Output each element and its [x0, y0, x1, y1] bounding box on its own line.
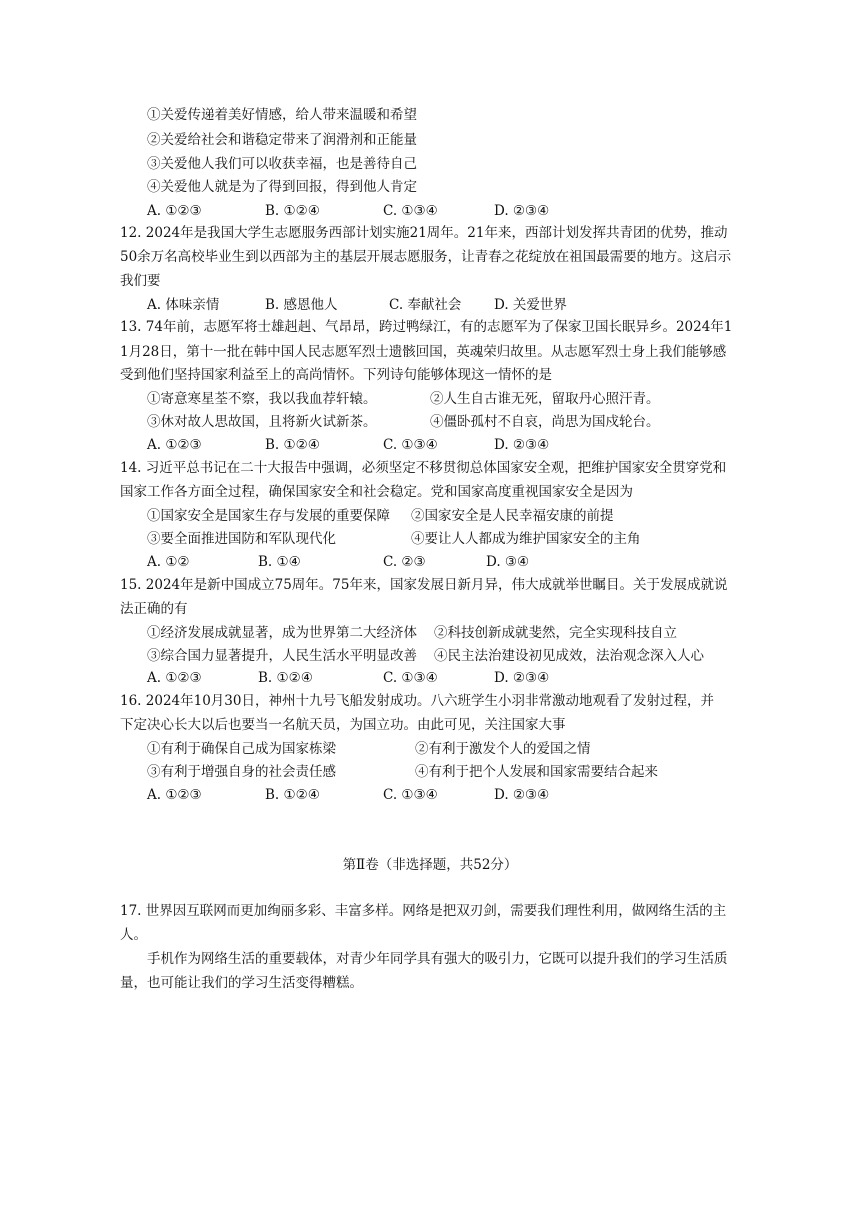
q11-choice-a: A. ①②③ — [147, 203, 202, 219]
q12-stem-line-3: 我们要 — [120, 273, 161, 289]
q16-choice-b: B. ①②④ — [265, 787, 320, 803]
q14-choice-b: B. ①④ — [258, 554, 301, 570]
q15-statement-1: ①经济发展成就显著，成为世界第二大经济体 — [147, 625, 417, 641]
q13-statement-3: ③休对故人思故国，且将新火试新茶。 — [147, 414, 377, 430]
q12-choice-d: D. 关爱世界 — [494, 297, 567, 313]
q16-statement-1: ①有利于确保自己成为国家栋梁 — [147, 741, 336, 757]
q11-statement-2: ②关爱给社会和谐稳定带来了润滑剂和正能量 — [147, 132, 417, 148]
q11-choice-b: B. ①②④ — [265, 203, 320, 219]
q15-stem-line-1: 15. 2024年是新中国成立75周年。75年来，国家发展日新月异，伟大成就举世瞩目。关于发展成就说 — [120, 577, 728, 593]
q15-choice-a: A. ①②③ — [147, 670, 202, 686]
q13-choice-b: B. ①②④ — [265, 437, 320, 453]
q12-stem-line-2: 50余万名高校毕业生到以西部为主的基层开展志愿服务，让青春之花绽放在祖国最需要的地方。这启示 — [120, 249, 732, 265]
q14-stem-line-1: 14. 习近平总书记在二十大报告中强调，必须坚定不移贯彻总体国家安全观，把维护国家安全贯穿党和 — [120, 460, 727, 476]
q17-paragraph-line-2: 量，也可能让我们的学习生活变得糟糕。 — [120, 975, 363, 991]
q16-statement-4: ④有利于把个人发展和国家需要结合起来 — [415, 764, 658, 780]
q13-statement-1: ①寄意寒星荃不察，我以我血荐轩辕。 — [147, 391, 377, 407]
q16-stem-line-1: 16. 2024年10月30日，神州十九号飞船发射成功。八六班学生小羽非常激动地观看了发射过程，并 — [120, 693, 714, 709]
section-2-title: 第Ⅱ卷（非选择题，共52分） — [342, 857, 518, 873]
q16-stem-line-2: 下定决心长大以后也要当一名航天员，为国立功。由此可见，关注国家大事 — [120, 717, 566, 733]
q14-statement-4: ④要让人人都成为维护国家安全的主角 — [411, 531, 641, 547]
q12-choice-c: C. 奉献社会 — [389, 297, 462, 313]
q12-choice-a: A. 体味亲情 — [147, 297, 220, 313]
q14-statement-3: ③要全面推进国防和军队现代化 — [147, 531, 336, 547]
q15-statement-2: ②科技创新成就斐然，完全实现科技自立 — [434, 625, 677, 641]
q16-choice-c: C. ①③④ — [383, 787, 438, 803]
q14-choice-a: A. ①② — [147, 554, 190, 570]
q15-choice-c: C. ①③④ — [383, 670, 438, 686]
q13-stem-line-3: 受到他们坚持国家利益至上的高尚情怀。下列诗句能够体现这一情怀的是 — [120, 367, 552, 383]
q12-choice-b: B. 感恩他人 — [265, 297, 338, 313]
q11-statement-4: ④关爱他人就是为了得到回报，得到他人肯定 — [147, 179, 417, 195]
q17-stem-line-2: 人。 — [120, 927, 147, 943]
q14-statement-1: ①国家安全是国家生存与发展的重要保障 — [147, 508, 390, 524]
q11-statement-1: ①关爱传递着美好情感，给人带来温暖和希望 — [147, 107, 417, 123]
q13-statement-4: ④僵卧孤村不自哀，尚思为国戍轮台。 — [430, 414, 660, 430]
q13-choice-d: D. ②③④ — [494, 437, 550, 453]
q16-statement-3: ③有利于增强自身的社会责任感 — [147, 764, 336, 780]
q11-statement-3: ③关爱他人我们可以收获幸福，也是善待自己 — [147, 156, 417, 172]
q11-choice-d: D. ②③④ — [494, 203, 550, 219]
q13-stem-line-1: 13. 74年前，志愿军将士雄赳赳、气昂昂，跨过鸭绿江，有的志愿军为了保家卫国长眠异乡。2024年1 — [120, 319, 733, 335]
q14-stem-line-2: 国家工作各方面全过程，确保国家安全和社会稳定。党和国家高度重视国家安全是因为 — [120, 484, 633, 500]
q15-choice-d: D. ②③④ — [494, 670, 550, 686]
q15-stem-line-2: 法正确的有 — [120, 601, 188, 617]
q12-stem-line-1: 12. 2024年是我国大学生志愿服务西部计划实施21周年。21年来，西部计划发挥共青团的优势，推动 — [120, 225, 728, 241]
q14-choice-c: C. ②③ — [383, 554, 426, 570]
q13-choice-c: C. ①③④ — [383, 437, 438, 453]
q14-choice-d: D. ③④ — [486, 554, 530, 570]
q16-choice-d: D. ②③④ — [494, 787, 550, 803]
q13-statement-2: ②人生自古谁无死，留取丹心照汗青。 — [430, 391, 660, 407]
q15-statement-3: ③综合国力显著提升，人民生活水平明显改善 — [147, 648, 417, 664]
q14-statement-2: ②国家安全是人民幸福安康的前提 — [411, 508, 614, 524]
q13-choice-a: A. ①②③ — [147, 437, 202, 453]
q16-statement-2: ②有利于激发个人的爱国之情 — [415, 741, 591, 757]
q15-choice-b: B. ①②④ — [258, 670, 313, 686]
q13-stem-line-2: 1月28日，第十一批在韩中国人民志愿军烈士遗骸回国，英魂荣归故里。从志愿军烈士身上我们能够感 — [120, 344, 727, 360]
q17-stem-line-1: 17. 世界因互联网而更加绚丽多彩、丰富多样。网络是把双刃剑，需要我们理性利用，做网络生活的主 — [120, 903, 727, 919]
q11-choice-c: C. ①③④ — [383, 203, 438, 219]
q16-choice-a: A. ①②③ — [147, 787, 202, 803]
q17-paragraph-line-1: 手机作为网络生活的重要载体，对青少年同学具有强大的吸引力，它既可以提升我们的学习生活质 — [147, 951, 728, 967]
q15-statement-4: ④民主法治建设初见成效，法治观念深入人心 — [434, 648, 704, 664]
